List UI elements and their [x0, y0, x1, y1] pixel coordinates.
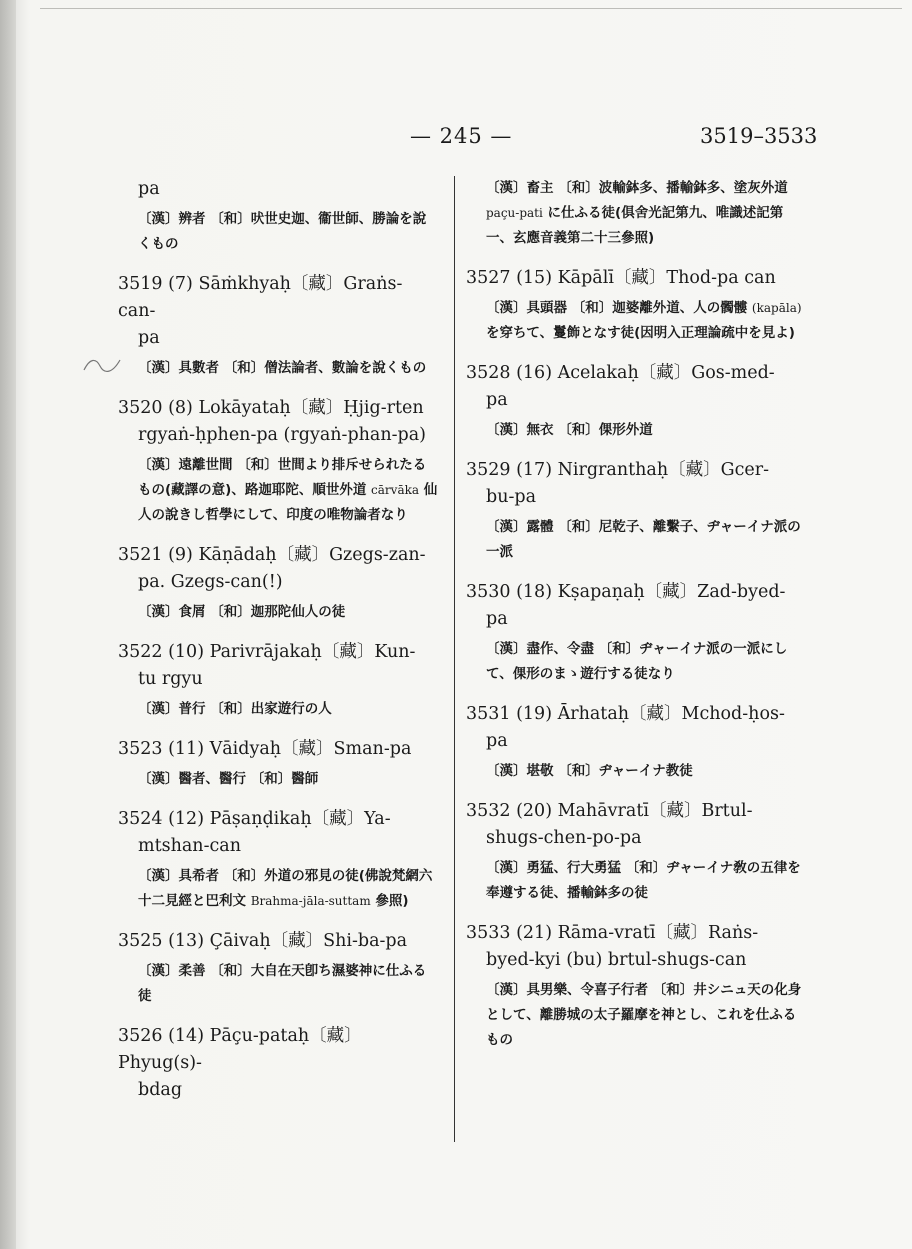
entry-3519	[118, 271, 438, 381]
entry-headword: 3525 (13) Çāivaḥ〔藏〕Shi-ba-pa	[118, 931, 408, 951]
entry-line: pa	[486, 390, 508, 410]
entry-headword: 3531 (19) Ārhataḥ〔藏〕Mchod-ḥos-	[466, 704, 785, 724]
entry-gloss: 〔漢〕食屑 〔和〕迦那陀仙人の徒	[138, 604, 346, 620]
entry-headword: 3524 (12) Pāṣaṇḍikaḥ〔藏〕Ya-	[118, 809, 391, 829]
entry-gloss: 〔漢〕勇猛、行大勇猛 〔和〕ヂャーイナ敎の五律を奉遵する徒、播輸鉢多の徒	[486, 860, 801, 901]
entry-gloss	[466, 296, 802, 346]
entry-3521	[118, 542, 438, 625]
entry-line: bu-pa	[486, 487, 537, 507]
entry-headword: 3521 (9) Kāṇādaḥ〔藏〕Gzegs-zan-	[118, 545, 426, 565]
entry-3523	[118, 736, 438, 792]
entry-gloss: 〔漢〕具數者 〔和〕僧法論者、數論を說くもの	[138, 360, 427, 376]
gloss-roman: Brahma-jāla-suttam	[250, 894, 371, 908]
entry-3526-gloss	[466, 176, 802, 251]
entry-3532	[466, 798, 802, 906]
entry-headword: 3532 (20) Mahāvratī〔藏〕Brtul-	[466, 801, 753, 821]
gloss-roman: cārvāka	[371, 483, 420, 497]
entry-3526	[118, 1023, 438, 1104]
entry-line: shugs-chen-po-pa	[486, 828, 642, 848]
entry-3525	[118, 928, 438, 1009]
entry-line: pa. Gzegs-can(!)	[138, 572, 283, 592]
entry-gloss: 〔漢〕無衣 〔和〕倮形外道	[486, 422, 653, 438]
entry-headword: 3528 (16) Acelakaḥ〔藏〕Gos-med-	[466, 363, 775, 383]
entry-headword: 3527 (15) Kāpālī〔藏〕Thod-pa can	[466, 268, 776, 288]
gloss-text: 〔漢〕具頭器 〔和〕迦婆離外道、人の髑髏	[486, 300, 748, 316]
entry-3520	[118, 395, 438, 528]
page-number: — 245 —	[410, 124, 513, 148]
entry-3524	[118, 806, 438, 914]
entry-headword: 3533 (21) Rāma-vratī〔藏〕Raṅs-	[466, 923, 759, 943]
entry-3527	[466, 265, 802, 346]
entry-gloss	[118, 453, 438, 528]
entry-line: tu rgyu	[138, 669, 203, 689]
entry-line: pa	[486, 731, 508, 751]
entry-line: byed-kyi (bu) brtul-shugs-can	[486, 950, 747, 970]
entry-line: rgyaṅ-ḥphen-pa (rgyaṅ-phan-pa)	[138, 425, 427, 445]
gloss-text: に仕ふる徒(俱舍光記第九、唯識述記第一、玄應音義第二十三參照)	[486, 205, 784, 246]
entry-gloss: 〔漢〕醫者、醫行 〔和〕醫師	[138, 771, 319, 787]
entry-continuation	[118, 176, 438, 257]
entry-gloss	[466, 176, 802, 251]
entry-line: pa	[486, 609, 508, 629]
gloss-text: 仙人の說きし哲學にして、印度の唯物論者なり	[138, 482, 438, 523]
entry-gloss: 〔漢〕盡作、令盡 〔和〕ヂャーイナ派の一派にして、倮形のまゝ遊行する徒なり	[486, 641, 788, 682]
margin-pencil-mark	[82, 350, 122, 380]
left-column	[118, 176, 438, 1118]
entry-3530	[466, 579, 802, 687]
column-divider	[454, 176, 455, 1142]
entry-gloss: 〔漢〕普行 〔和〕出家遊行の人	[138, 701, 332, 717]
right-column	[466, 176, 802, 1067]
entry-headword: 3523 (11) Vāidyaḥ〔藏〕Sman-pa	[118, 739, 412, 759]
entry-gloss: 〔漢〕柔善 〔和〕大自在天卽ち濕婆神に仕ふる徒	[138, 963, 427, 1004]
entry-gloss: 〔漢〕堪敬 〔和〕ヂャーイナ教徒	[486, 763, 693, 779]
entry-line: pa	[138, 328, 160, 348]
entry-3531	[466, 701, 802, 784]
entry-headword: 3522 (10) Parivrājakaḥ〔藏〕Kun-	[118, 642, 416, 662]
entry-headword: 3530 (18) Kṣapaṇaḥ〔藏〕Zad-byed-	[466, 582, 786, 602]
gloss-roman: paçu-pati	[486, 206, 543, 220]
entry-gloss: 〔漢〕辨者 〔和〕吠世史迦、衞世師、勝論を說くもの	[138, 211, 427, 252]
entry-line: mtshan-can	[138, 836, 242, 856]
gloss-text: を穿ちて、鬘飾となす徒(因明入正理論疏中を見よ)	[486, 325, 795, 341]
gloss-text: 〔漢〕遠離世間 〔和〕世間より排斥せられたるもの(藏譯の意)、路迦耶陀、順世外道	[138, 457, 427, 498]
gloss-text: 〔漢〕具希者 〔和〕外道の邪見の徒(佛說梵網六十二見經と巴利文	[138, 868, 433, 909]
entry-headword: 3526 (14) Pāçu-pataḥ〔藏〕Phyug(s)-	[118, 1026, 362, 1073]
entry-gloss: 〔漢〕露體 〔和〕尼乾子、離繫子、ヂャーイナ派の一派	[486, 519, 801, 560]
page-top-edge	[40, 8, 902, 9]
entry-line: pa	[138, 179, 160, 199]
entry-3529	[466, 457, 802, 565]
entry-headword: 3529 (17) Nirgranthaḥ〔藏〕Gcer-	[466, 460, 770, 480]
entry-3522	[118, 639, 438, 722]
gloss-text: 〔漢〕畜主 〔和〕波輸鉢多、播輸鉢多、塗灰外道	[486, 180, 788, 196]
gloss-text: 參照)	[375, 893, 409, 909]
entry-gloss	[118, 864, 438, 914]
entry-3528	[466, 360, 802, 443]
entry-range: 3519–3533	[700, 124, 818, 148]
entry-gloss: 〔漢〕具男樂、令喜子行者 〔和〕井シニュ天の化身として、離勝城の太子羅摩を神とし、これを仕ふるもの	[486, 982, 802, 1048]
entry-line: bdag	[138, 1080, 183, 1100]
book-spine-shadow	[0, 0, 16, 1249]
entry-headword: 3520 (8) Lokāyataḥ〔藏〕Ḥjig-rten	[118, 398, 424, 418]
entry-headword: 3519 (7) Sāṁkhyaḥ〔藏〕Graṅs-can-	[118, 274, 403, 321]
entry-3533	[466, 920, 802, 1053]
gloss-roman: (kapāla)	[751, 301, 802, 315]
